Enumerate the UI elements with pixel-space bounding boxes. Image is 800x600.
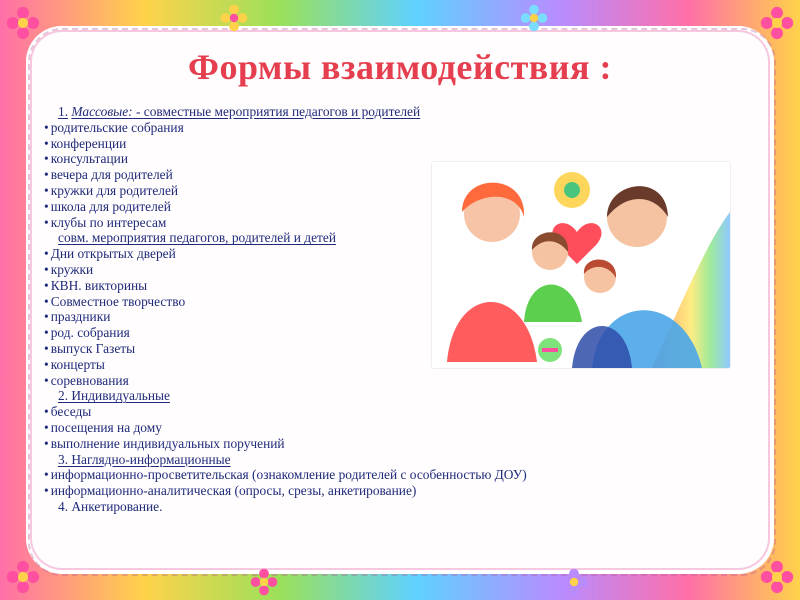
list-item: • кружки для родителей (44, 183, 754, 199)
list-item: • Совместное творчество (44, 294, 754, 310)
section-heading-anketirovanie: 4. Анкетирование. (58, 498, 163, 514)
list-item: • выпуск Газеты (44, 341, 754, 357)
family-illustration (432, 162, 730, 368)
section-heading-naglyadno: 3. Наглядно-информационные (58, 451, 231, 467)
flower-icon (760, 6, 794, 40)
list-item: • консультации (44, 151, 754, 167)
section-heading-massovye (44, 104, 754, 120)
list-item: • посещения на дому (44, 420, 754, 436)
list-item: • школа для родителей (44, 199, 754, 215)
list-item: • соревнования (44, 373, 754, 389)
list-item: • беседы (44, 404, 754, 420)
list-item: • информационно-аналитическая (опросы, срезы, анкетирование) (44, 483, 754, 499)
list-item: • праздники (44, 309, 754, 325)
list-item: • информационно-просветительская (ознакомление родителей с особенностью ДОУ) (44, 467, 754, 483)
flower-icon (6, 6, 40, 40)
section-heading-individualnye: 2. Индивидуальные (58, 388, 170, 404)
list-item: • выполнение индивидуальных поручений (44, 436, 754, 452)
flower-icon (220, 4, 248, 32)
section-separator: - (132, 104, 144, 119)
list-item: • родительские собрания (44, 120, 754, 136)
list-item: • кружки (44, 262, 754, 278)
list-item: • вечера для родителей (44, 167, 754, 183)
list-item: • КВН. викторины (44, 278, 754, 294)
section-number: 1. (58, 104, 69, 119)
section-name: Массовые: (71, 104, 133, 119)
list-item: • Дни открытых дверей (44, 246, 754, 262)
flower-icon (250, 568, 278, 596)
flower-icon (520, 4, 548, 32)
flower-icon (760, 560, 794, 594)
list-item: • род. собрания (44, 325, 754, 341)
section-description: совместные мероприятия педагогов и родителей (143, 104, 421, 119)
section-subheading: совм. мероприятия педагогов, родителей и детей (58, 230, 336, 246)
flower-icon (6, 560, 40, 594)
list-item: • клубы по интересам (44, 215, 754, 231)
flower-icon (560, 568, 588, 596)
page-title: Формы взаимодействия : (188, 47, 612, 87)
list-item: • концерты (44, 357, 754, 373)
list-item: • конференции (44, 136, 754, 152)
